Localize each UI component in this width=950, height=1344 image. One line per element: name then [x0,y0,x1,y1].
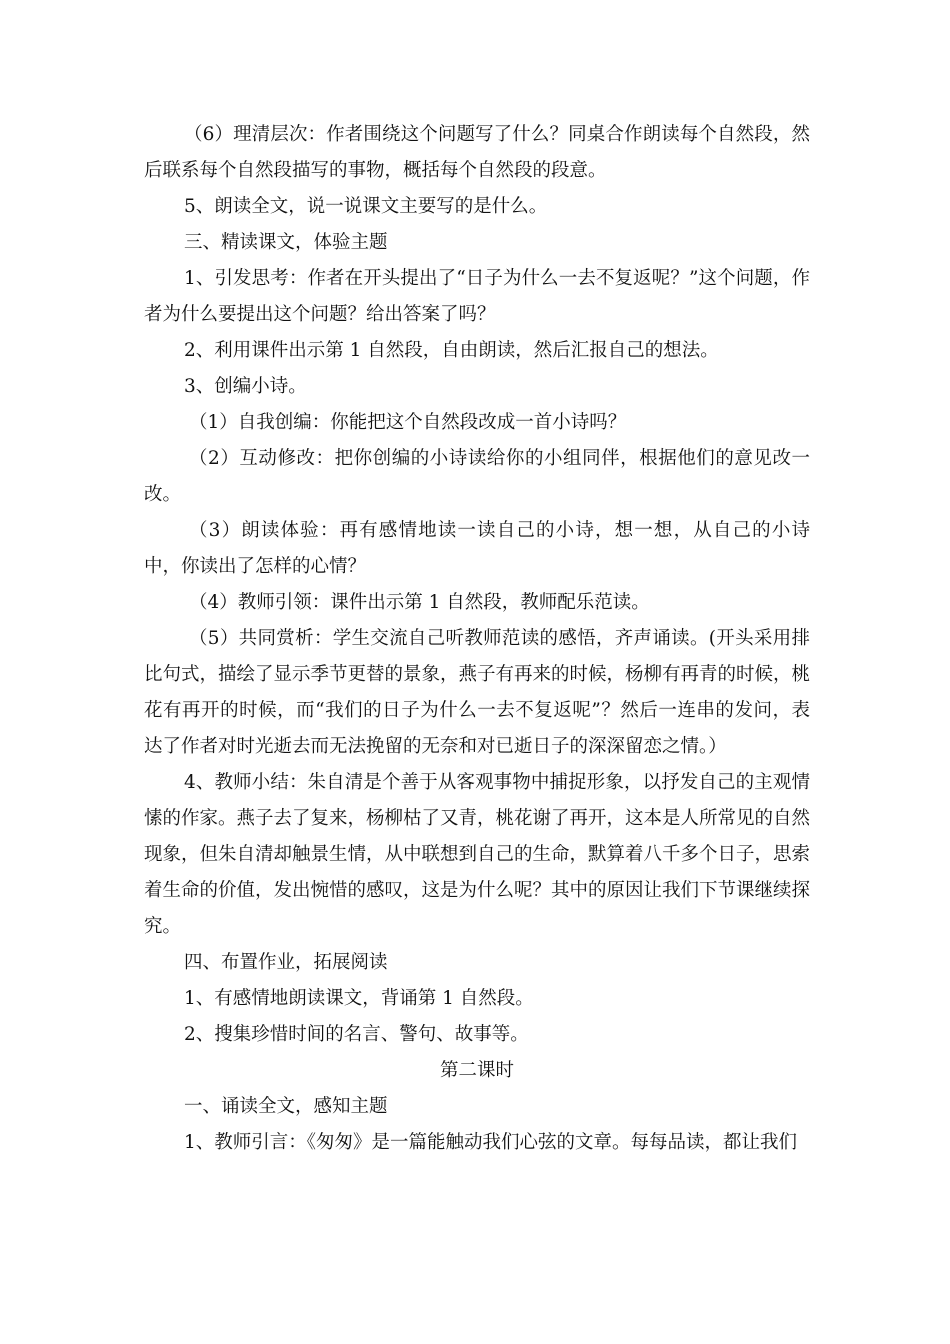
document-page [144,117,810,1161]
paragraph-teacher-introduction: 1、教师引言：《匆匆》是一篇能触动我们心弦的文章。每每品读，都让我们 [184,1132,798,1153]
paragraph-homework-recite: 1、有感情地朗读课文，背诵第 1 自然段。 [184,988,534,1009]
paragraph-clarify-levels: （6）理清层次：作者围绕这个问题写了什么？同桌合作朗读每个自然段，然后联系每个自然段描写的事物，概括每个自然段的段意。 [144,124,810,181]
section-heading-recite-full-text: 一、诵读全文，感知主题 [184,1096,388,1117]
paragraph-interactive-revision: （2）互动修改：把你创编的小诗读给你的小组同伴，根据他们的意见改一改。 [144,448,810,505]
paragraph-joint-appreciation: （5）共同赏析：学生交流自己听教师范读的感悟，齐声诵读。(开头采用排比句式，描绘了显示季节更替的景象，燕子有再来的时候，杨柳有再青的时候，桃花有再开的时候，而“我们的日子为什么一去不复返呢”？然后一连串的发问，表达了作者对时光逝去而无法挽留的无奈和对已逝日子的深深留恋之情。） [144,628,811,757]
paragraph-read-full-text: 5、朗读全文，说一说课文主要写的是什么。 [184,196,548,217]
paragraph-self-creation: （1）自我创编：你能把这个自然段改成一首小诗吗？ [189,412,627,433]
lesson-title-second-period: 第二课时 [439,1060,514,1081]
section-heading-homework: 四、布置作业，拓展阅读 [184,952,388,973]
paragraph-reading-experience: （3）朗读体验：再有感情地读一读自己的小诗，想一想，从自己的小诗中，你读出了怎样的心情？ [144,520,810,577]
paragraph-create-poem: 3、创编小诗。 [184,376,307,397]
paragraph-courseware-first-paragraph: 2、利用课件出示第 1 自然段，自由朗读，然后汇报自己的想法。 [184,340,719,361]
paragraph-teacher-guidance: （4）教师引领：课件出示第 1 自然段，教师配乐范读。 [189,592,650,613]
paragraph-prompt-thinking: 1、引发思考：作者在开头提出了“日子为什么一去不复返呢？”这个问题，作者为什么要提出这个问题？给出答案了吗？ [144,268,810,325]
paragraph-homework-collect: 2、搜集珍惜时间的名言、警句、故事等。 [184,1024,529,1045]
paragraph-teacher-summary: 4、教师小结：朱自清是个善于从客观事物中捕捉形象，以抒发自己的主观情愫的作家。燕子去了复来，杨柳枯了又青，桃花谢了再开，这本是人所常见的自然现象，但朱自清却触景生情，从中联想到自己的生命，默算着八千多个日子，思索着生命的价值，发出惋惜的感叹，这是为什么呢？其中的原因让我们下节课继续探究。 [144,772,811,937]
section-heading-intensive-reading: 三、精读课文，体验主题 [184,232,388,253]
